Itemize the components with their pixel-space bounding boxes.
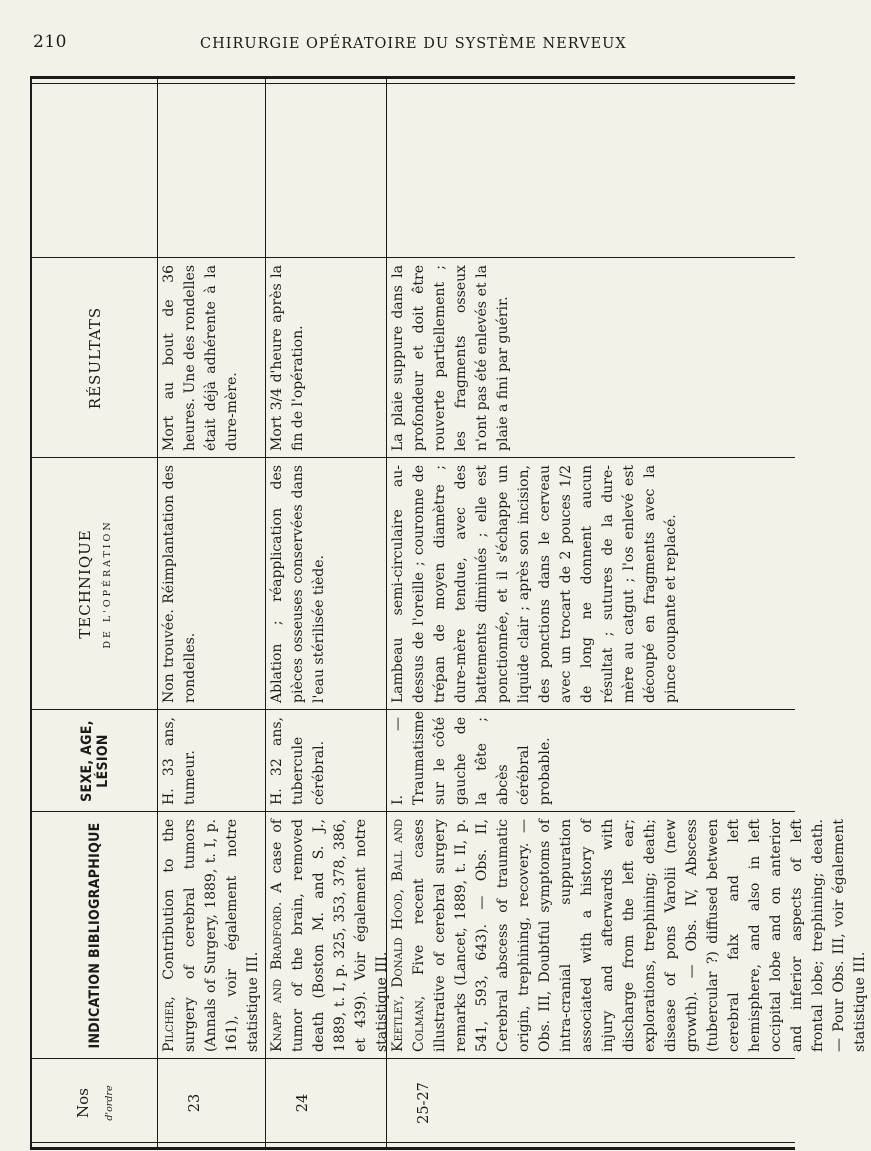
row-sexe: I. — Traumatisme sur le côté gauche de la tête ; abcès cérébral probable. [390,711,553,805]
row-resultats: Mort 3/4 d'heure après la fin de l'opération. [269,265,306,451]
row-bibliographie: Keetley, Donald Hood, Ball and Colman, Five recent cases illustrative of cerebral surgery remarks (Lancet, 1889, t. II, p. 541, 593, 643). — Obs. II, Cerebral abscess of traumatic origin, trephining, recovery. — Obs. III, Doubtful symptoms of intra-cranial suppuration associated with a history of injury and afterwards with discharge from the left ear; explorations, trephining; death; disease of pons Varolii (new growth). — Obs. IV, Abscess (tubercular ?) diffused between cerebral falx and left hemisphere, and also in left occipital lobe and on anterior and inferior aspects of left frontal lobe; trephining; death. — Pour Obs. III, voir également statistique III. [390,819,868,1052]
header-bibliographie: INDICATION BIBLIOGRAPHIQUE [86,822,103,1049]
row-sexe: H. 32 ans, tubercule cérébral. [269,717,327,805]
row-author: Pilcher [161,1000,177,1052]
row-author: Keetley, Donald Hood, Ball and Colman [390,819,427,1052]
row-bibliographie: Knapp and Bradford. A case of tumor of the brain, removed death (Boston M. and S. J., 1889, t. I, p. 325, 353, 378, 386, et 439). Voir également notre statistique III. [269,819,390,1052]
row-resultats: Mort au bout de 36 heures. Une des rondelles était déjà adhérente à la dure-mère. [161,265,240,451]
row-number: 23 [187,1093,203,1113]
row-number: 24 [295,1093,311,1113]
header-technique: TECHNIQUE DE L'OPÉRATION [76,519,113,649]
row-bibliographie: Pilcher, Contribution to the surgery of cerebral tumors (Annals of Surgery, 1889, t. I, p. 161), voir également notre statistique III. [161,819,261,1052]
table-header [32,79,158,1147]
header-nos: Nos d'ordre [74,1085,115,1121]
rotated-table [32,79,868,1147]
table-row [386,79,868,1147]
table-frame [30,76,868,1150]
header-resultats: RÉSULTATS [85,306,104,410]
row-author: Knapp and Bradford [269,906,285,1052]
row-number: 25-27 [416,1082,432,1124]
row-sexe: H. 33 ans, tumeur. [161,717,198,805]
row-technique: Non trouvée. Réimplantation des rondelles. [161,465,198,703]
row-resultats: La plaie suppure dans la profondeur et doit être rouverte partiellement ; les fragments osseux n'ont pas été enlevés et la plaie a fini par guérir. [390,265,511,451]
table-row [265,79,390,1147]
row-technique: Ablation ; réapplication des pièces osseuses conservées dans l'eau stérilisée tiède. [269,465,327,703]
running-head: CHIRURGIE OPÉRATOIRE DU SYSTÈME NERVEUX [200,36,627,52]
header-sexe: SEXE, AGE, LÉSION [78,720,111,802]
page-number: 210 [33,32,67,52]
table-row [157,79,266,1147]
row-technique: Lambeau semi-circulaire au-dessus de l'oreille ; couronne de trépan de moyen diamètre ; dure-mère tendue, avec des battements diminués ; elle est ponctionnée, et il s'échappe un liquide clair ; après son incision, des ponctions dans le cerveau avec un trocart de 2 pouces 1/2 de long ne donnent aucun résultat ; sutures de la dure-mère au catgut ; l'os enlevé est découpé en fragments avec la pince coupante et replacé. [390,465,679,703]
